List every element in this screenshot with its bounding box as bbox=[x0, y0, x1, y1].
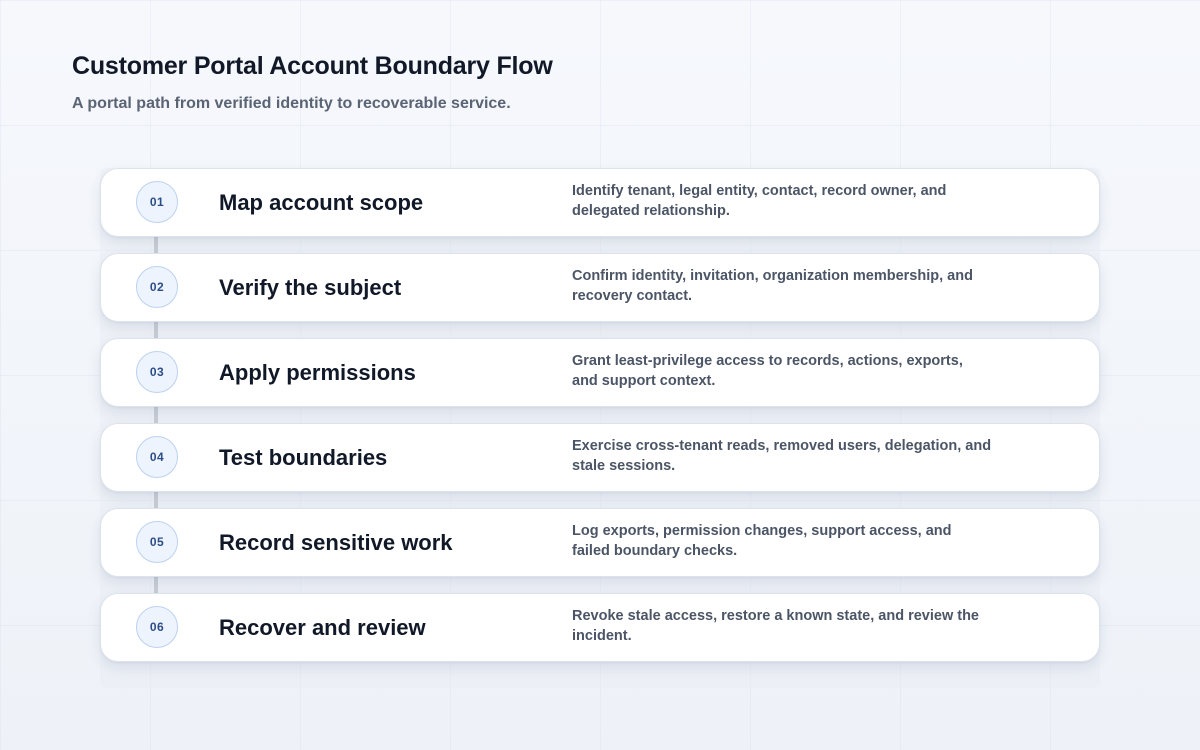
header bbox=[72, 52, 553, 113]
flow-step-test-boundaries bbox=[100, 423, 1100, 492]
step-title: Map account scope bbox=[219, 190, 424, 215]
step-description: Grant least-privilege access to records, actions, exports, and support context. bbox=[572, 353, 963, 389]
step-description: Log exports, permission changes, support access, and failed boundary checks. bbox=[572, 523, 952, 559]
step-title: Verify the subject bbox=[219, 275, 402, 300]
connector-03-04 bbox=[154, 406, 158, 423]
connector-05-06 bbox=[154, 576, 158, 593]
step-title: Recover and review bbox=[219, 615, 426, 640]
step-title: Apply permissions bbox=[219, 360, 416, 385]
step-number-badge: 03 bbox=[136, 351, 178, 393]
step-number-badge: 04 bbox=[136, 436, 178, 478]
step-number-badge: 05 bbox=[136, 521, 178, 563]
step-number-badge: 02 bbox=[136, 266, 178, 308]
connector-02-03 bbox=[154, 321, 158, 338]
connector-01-02 bbox=[154, 236, 158, 253]
flow-step-record-sensitive-work bbox=[100, 508, 1100, 577]
flow-step-verify-the-subject bbox=[100, 253, 1100, 322]
flow-step-map-account-scope bbox=[100, 168, 1100, 237]
step-description: Exercise cross-tenant reads, removed users, delegation, and stale sessions. bbox=[572, 438, 992, 474]
flow-diagram bbox=[100, 168, 1100, 688]
flow-step-apply-permissions bbox=[100, 338, 1100, 407]
step-title: Record sensitive work bbox=[219, 530, 453, 555]
page-title: Customer Portal Account Boundary Flow bbox=[72, 52, 553, 80]
step-description: Identify tenant, legal entity, contact, record owner, and delegated relationship. bbox=[572, 183, 947, 219]
step-number-badge: 06 bbox=[136, 606, 178, 648]
connector-04-05 bbox=[154, 491, 158, 508]
flow-step-recover-and-review bbox=[100, 593, 1100, 662]
page-subtitle: A portal path from verified identity to recoverable service. bbox=[72, 95, 511, 112]
step-description: Confirm identity, invitation, organization membership, and recovery contact. bbox=[572, 268, 973, 304]
step-number-badge: 01 bbox=[136, 181, 178, 223]
step-title: Test boundaries bbox=[219, 445, 388, 470]
step-description: Revoke stale access, restore a known state, and review the incident. bbox=[572, 608, 979, 644]
